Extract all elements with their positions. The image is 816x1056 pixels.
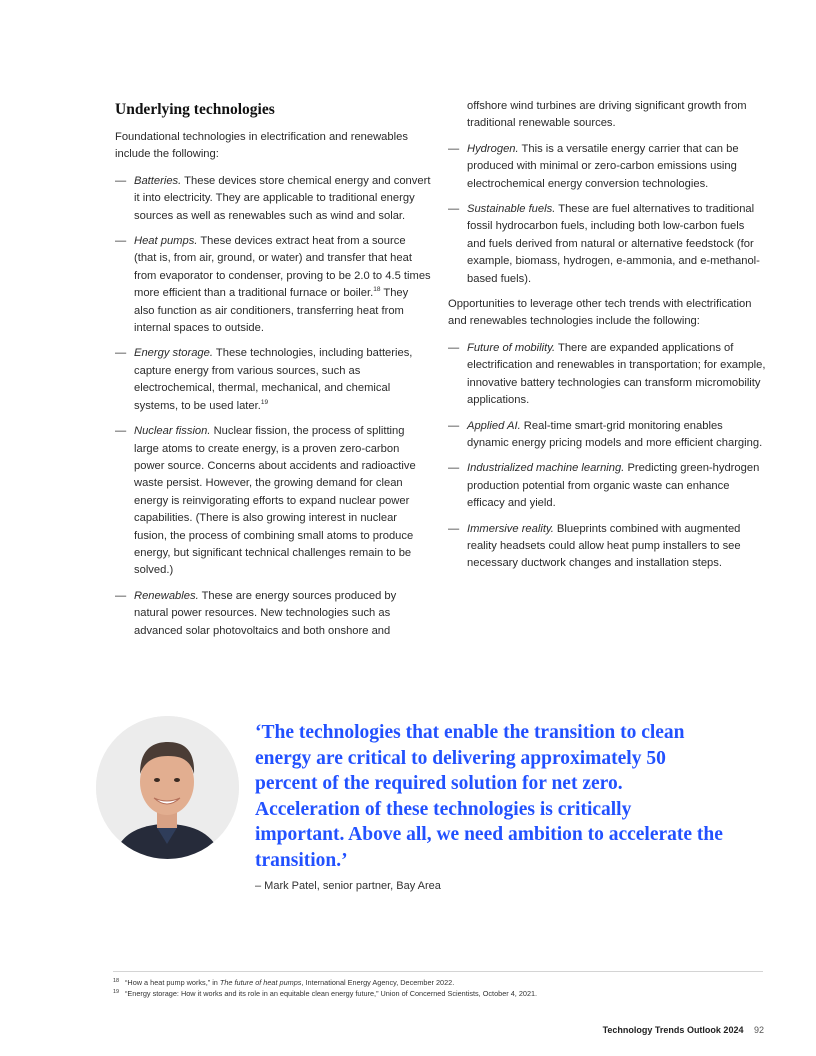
list-item: — Nuclear fission. Nuclear fission, the process of splitting large atoms to create energy, is a proven zero-carbon power source. Concerns about accidents and radioactive waste persist. However, the growing demand for clean energy is reinvigorating efforts to expand nuclear power capabilities. (There is also growing interest in nuclear fusion, the process of combining small atoms to produce energy, but significant technical challenges remain to be solved.)	[115, 425, 416, 577]
footnote: 19 “Energy storage: How it works and its role in an equitable clean energy future,” Union of Concerned Scientists, October 4, 2021.	[113, 989, 538, 999]
pull-quote: ‘The technologies that enable the transition to clean energy are critical to delivering approximately 50 percent of the required solution for net zero. Acceleration of these technologies is critically important. Above all, we need ambition to accelerate the transition.’	[255, 722, 723, 871]
page-number: 92	[753, 1025, 764, 1035]
footnote: 18 “How a heat pump works,” in The future of heat pumps, International Energy Agency, December 2022.	[113, 978, 455, 987]
footnote-ref: 18	[373, 286, 381, 294]
list-item: — Batteries. These devices store chemical energy and convert it into electricity. They are applicable to traditional energy sources as well as renewables such as wind and solar.	[115, 174, 431, 222]
list-item: — Hydrogen. This is a versatile energy carrier that can be produced with minimal or zero-carbon emissions using electrochemical energy conversion technologies.	[448, 142, 739, 190]
technology-list-continued	[448, 141, 766, 288]
list-item: — Energy storage. These technologies, including batteries, capture energy from various sources, such as electrochemical, thermal, mechanical, and chemical systems, to be used later.$^{19}$	[115, 347, 413, 412]
footnotes	[113, 977, 773, 1000]
right-column	[448, 98, 766, 581]
intro-paragraph: Foundational technologies in electrification and renewables include the following:	[115, 131, 408, 161]
left-column	[115, 98, 431, 648]
footnote-ref: 19	[260, 398, 269, 406]
page-footer	[603, 1025, 764, 1035]
quote-attribution: – Mark Patel, senior partner, Bay Area	[255, 880, 441, 892]
portrait-icon	[96, 716, 239, 859]
avatar	[96, 716, 239, 859]
list-item: — Renewables. These are energy sources produced by natural power resources. New technologies such as advanced solar photovoltaics and both onshore and	[115, 589, 397, 637]
continued-text: offshore wind turbines are driving significant growth from traditional renewable sources.	[467, 100, 747, 130]
technology-list	[115, 173, 431, 640]
list-item: — Heat pumps. These devices extract heat from a source (that is, from air, ground, or water) and transfer that heat from evaporator to condenser, proving to be 2.0 to 4.5 times more efficient than a traditional furnace or boiler.$^{18}$ They also function as air conditioners, transferring heat from internal spaces to outside.	[115, 235, 431, 335]
list-item: — Immersive reality. Blueprints combined with augmented reality headsets could allow heat pump installers to see necessary ductwork changes and installation steps.	[448, 522, 741, 570]
opportunities-list	[448, 340, 766, 573]
report-title: Technology Trends Outlook 2024	[602, 1025, 744, 1035]
list-item: — Future of mobility. There are expanded applications of electrification and renewables in transportation; for example, innovative battery technologies can transform micromobility applications.	[448, 341, 766, 407]
list-item: — Applied AI. Real-time smart-grid monitoring enables dynamic energy pricing models and more efficient charging.	[448, 419, 763, 449]
list-item: — Industrialized machine learning. Predicting green-hydrogen production potential from organic waste can enhance efficacy and yield.	[448, 462, 760, 510]
list-item: — Sustainable fuels. These are fuel alternatives to traditional fossil hydrocarbon fuels, including both low-carbon fuels and fuels derived from natural or alternative feedstock (for example, biomass, hydrogen, e-ammonia, and e-methanol-based fuels).	[448, 203, 760, 285]
opportunities-paragraph: Opportunities to leverage other tech trends with electrification and renewables technologies include the following:	[448, 298, 752, 328]
section-heading: Underlying technologies	[115, 101, 275, 118]
footnote-divider	[113, 971, 763, 972]
